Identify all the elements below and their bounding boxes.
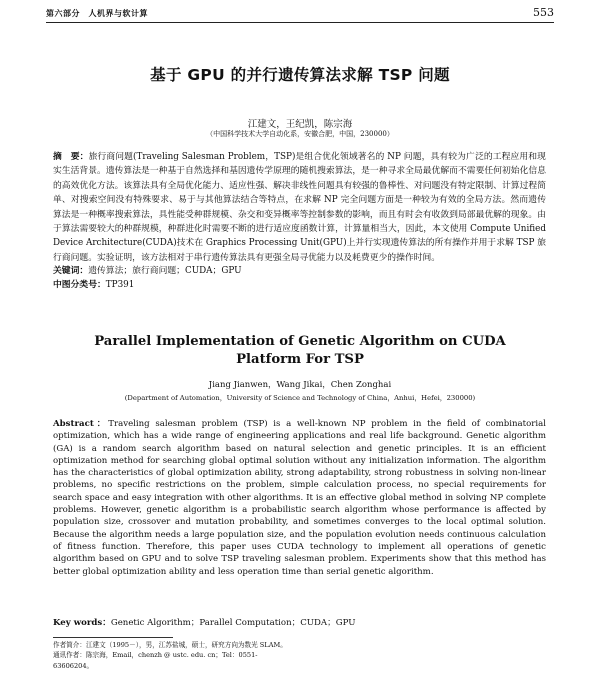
chinese-keywords-label: 关键词： (53, 266, 89, 276)
chinese-keywords-text: 遗传算法；旅行商问题；CUDA；GPU (88, 266, 242, 276)
english-title-line2: Platform For TSP (236, 352, 364, 367)
classification-label: 中图分类号： (53, 280, 106, 290)
english-keywords-label: Key words： (53, 618, 111, 628)
running-header (46, 6, 554, 20)
footnote (53, 640, 293, 671)
header-rule (46, 22, 554, 23)
running-head: 第六部分 人机界与软计算 (46, 9, 148, 18)
english-title (0, 333, 600, 369)
english-abstract-label: Abstract： (53, 419, 109, 429)
chinese-authors: 江建文，王纪凯，陈宗海 (247, 119, 353, 130)
english-keywords-text: Genetic Algorithm；Parallel Computation；CUDA；GPU (110, 618, 356, 628)
chinese-abstract-label: 摘 要： (53, 152, 89, 162)
footnote-author-bio: 作者简介：江建文（1995－），男，江苏盐城，硕士，研究方向为数光 SLAM。 (53, 641, 287, 649)
classification-code: TP391 (105, 280, 135, 290)
chinese-abstract (53, 150, 546, 265)
english-abstract (53, 418, 546, 578)
chinese-classification (53, 279, 546, 292)
page-number: 553 (533, 6, 554, 19)
footnote-rule (53, 637, 173, 638)
english-affiliation: (Department of Automation，University of Science and Technology of China，Anhui，Hefei，230000) (124, 394, 476, 402)
chinese-affiliation: （中国科学技术大学自动化系，安徽合肥，中国，230000） (206, 130, 394, 138)
english-abstract-text: Traveling salesman problem (TSP) is a well-known NP problem in the field of combinatorial optimization, which has a wide range of engineering applications and real life background. Genetic algorithm (GA) is a random search algorithm based on natural selection and genetic principles. It is an efficient optimization method for searching global optimal solution without any initialization information. The algorithm has the characteristics of global optimization ability, strong adaptability, strong robustness in solving non-linear problems, no specific restrictions on the problem, simple calculation process, no special requirements for search space and easy integration with other algorithms. It is an effective global method in solving NP complete problems. However, genetic algorithm is a probabilistic search algorithm whose performance is affected by population size, crossover and mutation probability, and sometimes converges to the local optimal solution. Because the algorithm needs a large population size, and the population evolution needs continuous calculation of fitness function. Therefore, this paper uses CUDA technology to implement all operations of genetic algorithm based on GPU and to solve TSP traveling salesman problem. Experiments show that this method has better global optimization ability and less operation time than serial genetic algorithm. (53, 419, 546, 577)
english-title-line1: Parallel Implementation of Genetic Algorithm on CUDA (94, 334, 506, 349)
chinese-keywords (53, 265, 546, 278)
english-authors: Jiang Jianwen，Wang Jikai，Chen Zonghai (208, 380, 392, 390)
chinese-abstract-text: 旅行商问题(Traveling Salesman Problem，TSP)是组合优化领域著名的 NP 问题，具有较为广泛的工程应用和现实生活背景。遗传算法是一种基于自然选择和基因遗传学原理的随机搜索算法，是一种寻求全局最优解而不需要任何初始化信息的高效优化方法。该算法具有全局优化能力、适应性强、解决非线性问题具有较强的鲁棒性、对问题没有特定限制、计算过程简单、对搜索空间没有特殊要求、易于与其他算法结合等特点，在求解 NP 完全问题方面是一种较为有效的全局方法。然而遗传算法是一种概率搜索算法，具性能受种群规模、杂交和变异概率等控制参数的影响，而且有时会有收敛到局部最优解的现象。由于算法需要较大的种群规模，种群进化时需要不断的进行适应度函数计算，计算量相当大，因此，本文使用 Compute Unified Device Architecture(CUDA)技术在 Graphics Processing Unit(GPU)上并行实现遗传算法的所有操作并用于求解 TSP 旅行商问题。实验证明，该方法相对于串行遗传算法具有更强全局寻优能力以及耗费更少的操作时间。 (53, 152, 546, 263)
chinese-title: 基于 GPU 的并行遗传算法求解 TSP 问题 (150, 66, 450, 84)
english-keywords (53, 617, 546, 629)
footnote-corresponding-author: 通讯作者：陈宗海，Email，chenzh @ ustc. edu. cn；Tel：0551-63606204。 (53, 651, 258, 670)
